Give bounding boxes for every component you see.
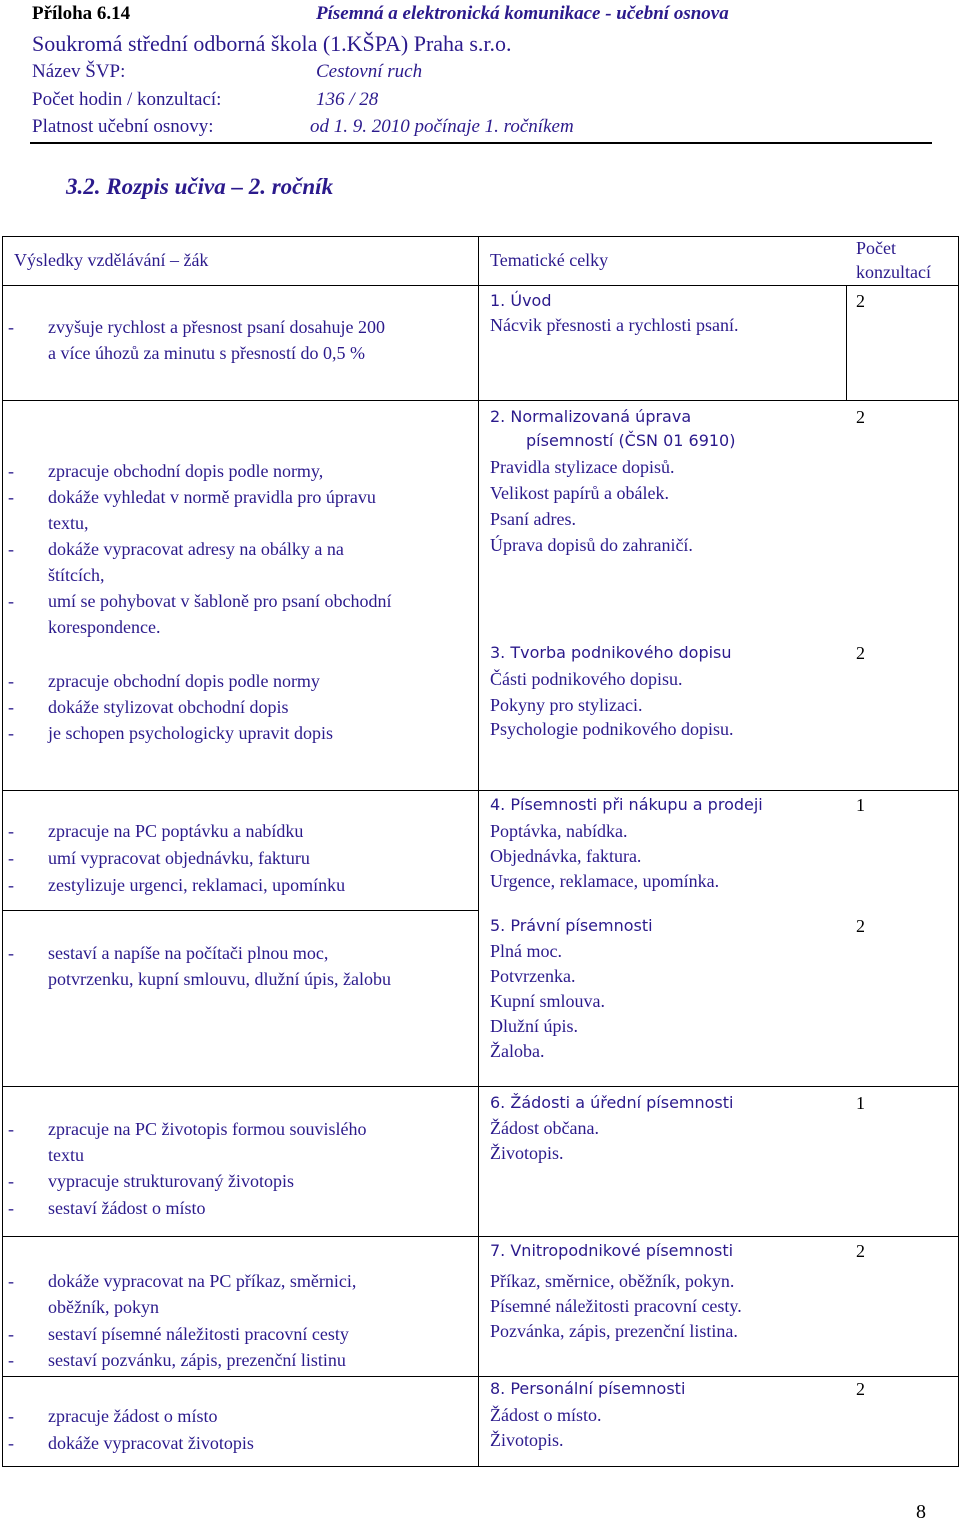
appendix-label: Příloha 6.14	[32, 3, 131, 24]
topic-item: Poptávka, nabídka.	[490, 821, 628, 841]
topic-item: Životopis.	[490, 1143, 564, 1163]
svp-label: Název ŠVP:	[32, 61, 126, 82]
school-name: Soukromá střední odborná škola (1.KŠPA) Praha s.r.o.	[32, 31, 512, 56]
result-item: - dokáže stylizovat obchodní dopis	[8, 697, 289, 717]
subject-title: Písemná a elektronická komunikace - učební osnova	[316, 3, 729, 24]
topic-title: 3. Tvorba podnikového dopisu	[490, 643, 732, 662]
topic-item: Objednávka, faktura.	[490, 846, 642, 866]
topic-count: 2	[856, 1379, 865, 1399]
section-title: 3.2. Rozpis učiva – 2. ročník	[66, 174, 334, 199]
topic-item: Velikost papírů a obálek.	[490, 483, 669, 503]
result-item: - zpracuje obchodní dopis podle normy,	[8, 461, 324, 481]
topic-item: Plná moc.	[490, 941, 562, 961]
result-item: - zvyšuje rychlost a přesnost psaní dosahuje 200	[8, 317, 385, 337]
topic-title: 2. Normalizovaná úprava	[490, 407, 692, 426]
result-item: - vypracuje strukturovaný životopis	[8, 1171, 294, 1191]
result-item: textu	[48, 1145, 84, 1165]
result-item: - sestaví žádost o místo	[8, 1198, 206, 1218]
col-header-results: Výsledky vzdělávání – žák	[14, 250, 209, 270]
topic-count: 2	[856, 291, 865, 311]
topic-count: 2	[856, 1241, 865, 1261]
result-item: - dokáže vyhledat v normě pravidla pro úpravu	[8, 487, 376, 507]
result-item: - zpracuje žádost o místo	[8, 1406, 218, 1426]
hours-value: 136 / 28	[316, 89, 379, 110]
result-item: - dokáže vypracovat adresy na obálky a na	[8, 539, 344, 559]
topic-item: Žádost občana.	[490, 1118, 599, 1138]
topic-item: Příkaz, směrnice, oběžník, pokyn.	[490, 1271, 735, 1291]
svp-value: Cestovní ruch	[316, 61, 423, 82]
result-item: - umí se pohybovat v šabloně pro psaní obchodní	[8, 591, 392, 611]
topic-item: Úprava dopisů do zahraničí.	[490, 535, 693, 555]
topic-item: Psychologie podnikového dopisu.	[490, 719, 734, 739]
result-item: - zpracuje na PC životopis formou souvislého	[8, 1119, 367, 1139]
topic-item: Urgence, reklamace, upomínka.	[490, 871, 720, 891]
col-header-count-1: Počet	[856, 238, 896, 258]
topic-title: 5. Právní písemnosti	[490, 916, 653, 935]
col-header-count-2: konzultací	[856, 262, 931, 282]
topic-title-line2: písemností (ČSN 01 6910)	[526, 431, 736, 450]
result-item: a více úhozů za minutu s přesností do 0,5 %	[48, 343, 365, 363]
result-item: - sestaví pozvánku, zápis, prezenční listinu	[8, 1350, 346, 1370]
topic-count: 2	[856, 407, 865, 427]
topic-title: 1. Úvod	[490, 291, 552, 310]
result-item: textu,	[48, 513, 89, 533]
page-number: 8	[916, 1501, 926, 1523]
topic-item: Žádost o místo.	[490, 1405, 602, 1425]
result-item: - dokáže vypracovat na PC příkaz, směrnici,	[8, 1271, 357, 1291]
topic-title: 6. Žádosti a úřední písemnosti	[490, 1093, 734, 1112]
result-item: - zpracuje na PC poptávku a nabídku	[8, 821, 304, 841]
result-item: štítcích,	[48, 565, 105, 585]
topic-count: 2	[856, 643, 865, 663]
topic-count: 2	[856, 916, 865, 936]
topic-item: Žaloba.	[490, 1041, 545, 1061]
col-header-topics: Tematické celky	[490, 250, 609, 270]
topic-item: Pravidla stylizace dopisů.	[490, 457, 675, 477]
validity-label: Platnost učební osnovy:	[32, 116, 214, 137]
topic-item: Potvrzenka.	[490, 966, 576, 986]
result-item: korespondence.	[48, 617, 161, 637]
topic-title: 4. Písemnosti při nákupu a prodeji	[490, 795, 763, 814]
topic-item: Pokyny pro stylizaci.	[490, 695, 643, 715]
result-item: potvrzenku, kupní smlouvu, dlužní úpis, žalobu	[48, 969, 391, 989]
result-item: - umí vypracovat objednávku, fakturu	[8, 848, 310, 868]
result-item: - dokáže vypracovat životopis	[8, 1433, 254, 1453]
topic-item: Kupní smlouva.	[490, 991, 605, 1011]
result-item: oběžník, pokyn	[48, 1297, 159, 1317]
topic-count: 1	[856, 795, 865, 815]
hours-label: Počet hodin / konzultací:	[32, 89, 222, 110]
topic-item: Životopis.	[490, 1430, 564, 1450]
result-item: - je schopen psychologicky upravit dopis	[8, 723, 333, 743]
validity-value: od 1. 9. 2010 počínaje 1. ročníkem	[310, 116, 574, 137]
topic-item: Části podnikového dopisu.	[490, 669, 683, 689]
topic-item: Pozvánka, zápis, prezenční listina.	[490, 1321, 738, 1341]
result-item: - zpracuje obchodní dopis podle normy	[8, 671, 320, 691]
topic-item: Dlužní úpis.	[490, 1016, 578, 1036]
topic-item: Psaní adres.	[490, 509, 576, 529]
topic-item: Nácvik přesnosti a rychlosti psaní.	[490, 315, 739, 335]
topic-title: 7. Vnitropodnikové písemnosti	[490, 1241, 734, 1260]
topic-title: 8. Personální písemnosti	[490, 1379, 686, 1398]
result-item: - sestaví a napíše na počítači plnou moc,	[8, 943, 329, 963]
header-rule	[30, 142, 932, 144]
topic-count: 1	[856, 1093, 865, 1113]
result-item: - zestylizuje urgenci, reklamaci, upomínku	[8, 875, 346, 895]
result-item: - sestaví písemné náležitosti pracovní cesty	[8, 1324, 349, 1344]
topic-item: Písemné náležitosti pracovní cesty.	[490, 1296, 742, 1316]
